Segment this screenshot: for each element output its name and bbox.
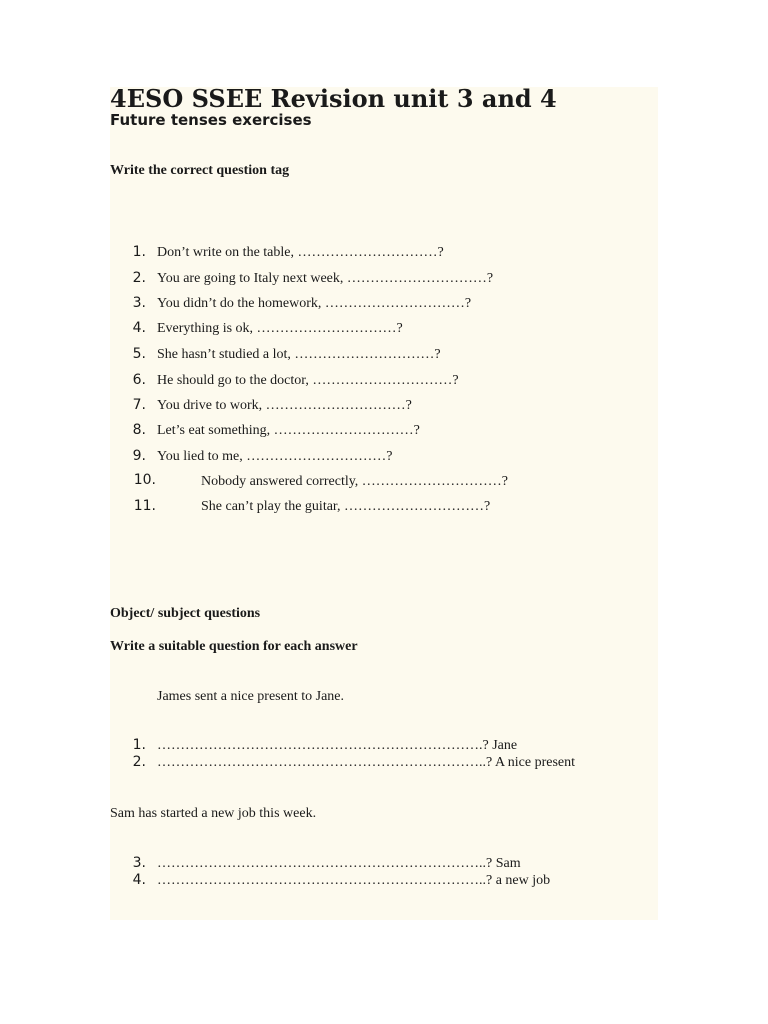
list-item-number: 9. — [132, 448, 146, 464]
list-item-number: 2. — [132, 754, 146, 770]
list-item: …………………………………………………………….? Jane — [157, 738, 518, 753]
list-item: Nobody answered correctly, …………………………? — [201, 474, 509, 489]
list-item: You lied to me, …………………………? — [157, 449, 393, 464]
list-item-number: 2. — [132, 270, 146, 286]
question-tag-heading: Write the correct question tag — [110, 163, 290, 178]
list-item: Everything is ok, …………………………? — [157, 321, 403, 336]
list-item-number: 1. — [132, 244, 146, 260]
list-item: She hasn’t studied a lot, …………………………? — [157, 347, 441, 362]
list-item-number: 4. — [132, 872, 146, 888]
list-item-number: 11. — [133, 498, 156, 514]
list-item: She can’t play the guitar, …………………………? — [201, 499, 491, 514]
list-item: ……………………………………………………………..? Sam — [157, 856, 521, 871]
list-item-number: 5. — [132, 346, 146, 362]
list-item-number: 4. — [132, 320, 146, 336]
list-item-number: 3. — [132, 855, 146, 871]
document-title: 4ESO SSEE Revision unit 3 and 4 — [110, 84, 557, 113]
list-item-number: 10. — [133, 472, 156, 488]
document-subtitle: Future tenses exercises — [110, 111, 312, 129]
list-item-number: 1. — [132, 737, 146, 753]
list-item: Let’s eat something, …………………………? — [157, 423, 420, 438]
list-item: You didn’t do the homework, …………………………? — [157, 296, 472, 311]
object-subject-heading: Object/ subject questions — [110, 606, 261, 621]
list-item: Don’t write on the table, …………………………? — [157, 245, 444, 260]
list-item-number: 7. — [132, 397, 146, 413]
list-item-number: 6. — [132, 372, 146, 388]
list-item: You are going to Italy next week, …………………………? — [157, 271, 494, 286]
instruction-heading: Write a suitable question for each answer — [110, 639, 358, 654]
list-item-number: 8. — [132, 422, 146, 438]
list-item: ……………………………………………………………..? A nice present — [157, 755, 576, 770]
list-item: You drive to work, …………………………? — [157, 398, 412, 413]
list-item: ……………………………………………………………..? a new job — [157, 873, 551, 888]
example-sentence-2: Sam has started a new job this week. — [110, 806, 317, 821]
list-item: He should go to the doctor, …………………………? — [157, 373, 459, 388]
example-sentence-1: James sent a nice present to Jane. — [157, 689, 344, 704]
list-item-number: 3. — [132, 295, 146, 311]
